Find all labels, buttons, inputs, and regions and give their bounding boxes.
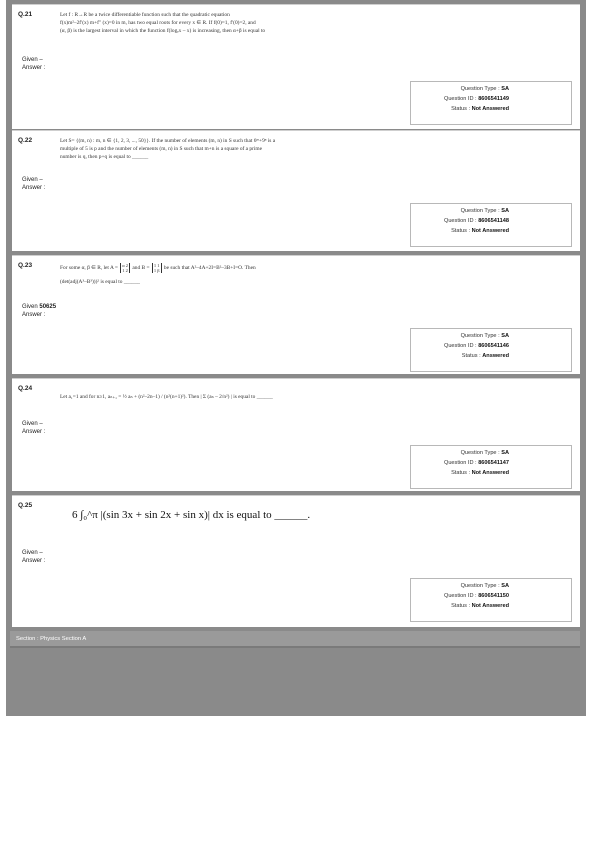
matrix-b: 1 1 1 β [153,262,160,273]
question-number: Q.24 [18,385,33,392]
question-card-25 [12,495,580,627]
question-text: Let f : R→R be a twice differentiable function such that the quadratic equation f(x)m²–2f′(x) m+f″ (x)=0 in m, has two equal roots for every x ∈ R. If f(0)=1, f′(0)=2, and (α, β) is the largest interval in which the function f(logₑx – x) is increasing, then α+β is equal to [60,12,266,34]
question-text: 6 ∫₀^π |(sin 3x + sin 2x + sin x)| dx is equal to ______. [72,509,311,521]
question-card-21 [12,4,580,129]
matrix-a: α 2 1 2 [122,262,129,273]
question-number: Q.23 [18,262,33,269]
question-info-box: Question Type : SA Question ID : 8606541147 Status : Not Answered [410,445,572,489]
question-number: Q.21 [18,11,33,18]
section-header: Section : Physics Section A [10,631,580,648]
question-info-box: Question Type : SA Question ID : 8606541148 Status : Not Answered [410,203,572,247]
question-number: Q.22 [18,137,33,144]
given-answer: Given – Answer : [22,57,46,71]
question-info-box: Question Type : SA Question ID : 8606541150 Status : Not Answered [410,578,572,622]
given-answer: Given – Answer : [22,550,46,564]
question-card-23 [12,255,580,374]
question-number: Q.25 [18,502,33,509]
question-info-box: Question Type : SA Question ID : 8606541149 Status : Not Answered [410,81,572,125]
question-text: Let a₁=1 and for n≥1, aₙ₊₁ = ½ aₙ + (n²–2n–1) / (n²(n+1)²). Then | Σ (aₙ – 2/n²) | is equal to ______ [60,394,273,400]
given-answer: Given – Answer : [22,177,46,191]
given-answer: Given 50625 Answer : [22,304,57,318]
question-info-box: Question Type : SA Question ID : 8606541146 Status : Answered [410,328,572,372]
given-answer: Given – Answer : [22,421,46,435]
question-card-22 [12,130,580,251]
question-text: Let S= {(m, n) : m, n ∈ {1, 2, 3, ..., 50}}. If the number of elements (m, n) in S such that 6ᵐ+9ⁿ is a multiple of 5 is p and the number of elements (m, n) in S such that m+n is a square of a prime number is q, then p+q is equal to ______ [60,138,276,160]
question-card-24 [12,378,580,491]
question-text: For some α, β ∈ R, let A = α 2 1 2 and B = 1 1 1 β be such that A²–4A+2I=B²–3B+I=O. Then (det(adj(A³–B³)))² is equal to ______ [60,262,256,285]
